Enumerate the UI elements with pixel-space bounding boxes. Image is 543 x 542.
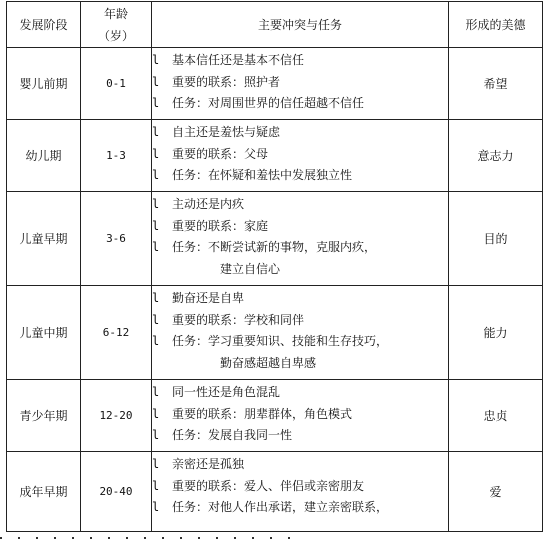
conflict-cell bbox=[152, 286, 449, 380]
stage-cell: 儿童早期 bbox=[7, 192, 81, 286]
bullet-marker: l bbox=[152, 385, 160, 399]
conflict-bullet-line bbox=[152, 454, 448, 476]
erikson-stages-table bbox=[6, 1, 543, 532]
bullet-marker: l bbox=[152, 457, 160, 471]
conflict-line-text: 建立自信心 bbox=[220, 261, 281, 276]
bullet-marker: l bbox=[152, 291, 160, 305]
header-age-line1: 年龄 bbox=[103, 6, 128, 21]
page-bottom-dots bbox=[0, 537, 290, 539]
conflict-line-text: 亲密还是孤独 bbox=[172, 457, 245, 471]
bullet-marker: l bbox=[152, 96, 160, 110]
header-virtue: 形成的美德 bbox=[449, 2, 543, 48]
conflict-bullet-line bbox=[152, 331, 448, 353]
conflict-bullet-line bbox=[152, 288, 448, 310]
conflict-continuation-line bbox=[152, 353, 448, 375]
age-cell: 6-12 bbox=[81, 286, 152, 380]
conflict-line-text: 勤奋感超越自卑感 bbox=[220, 355, 317, 370]
conflict-bullet-line bbox=[152, 237, 448, 259]
bullet-marker: l bbox=[152, 125, 160, 139]
conflict-bullet-line bbox=[152, 382, 448, 404]
bullet-marker: l bbox=[152, 334, 160, 348]
header-age-line2: （岁） bbox=[97, 28, 134, 43]
conflict-line-text: 主动还是内疚 bbox=[172, 197, 245, 211]
conflict-line-text: 自主还是羞怯与疑虑 bbox=[172, 125, 281, 139]
bullet-marker: l bbox=[152, 146, 160, 161]
conflict-cell bbox=[152, 48, 449, 120]
conflict-cell bbox=[152, 380, 449, 452]
virtue-cell: 希望 bbox=[449, 48, 543, 120]
age-cell: 3-6 bbox=[81, 192, 152, 286]
virtue-cell: 爱 bbox=[449, 452, 543, 532]
header-age bbox=[81, 2, 152, 48]
header-row bbox=[7, 2, 543, 48]
virtue-cell: 能力 bbox=[449, 286, 543, 380]
conflict-cell bbox=[152, 120, 449, 192]
bullet-marker: l bbox=[152, 218, 160, 233]
conflict-bullet-line bbox=[152, 194, 448, 216]
conflict-bullet-line bbox=[152, 497, 448, 519]
conflict-line-text: 重要的联系：学校和同伴 bbox=[172, 312, 305, 327]
bullet-marker: l bbox=[152, 168, 160, 182]
conflict-line-text: 任务：学习重要知识、技能和生存技巧， bbox=[172, 334, 389, 348]
bullet-marker: l bbox=[152, 428, 160, 442]
bullet-marker: l bbox=[152, 312, 160, 327]
conflict-line-text: 任务：发展自我同一性 bbox=[172, 428, 293, 442]
conflict-line-text: 基本信任还是基本不信任 bbox=[172, 53, 305, 67]
age-cell: 20-40 bbox=[81, 452, 152, 532]
table-row bbox=[7, 452, 543, 532]
conflict-line-text: 任务：对周围世界的信任超越不信任 bbox=[172, 96, 365, 110]
bullet-marker: l bbox=[152, 53, 160, 67]
stage-cell: 成年早期 bbox=[7, 452, 81, 532]
bullet-marker: l bbox=[152, 240, 160, 254]
conflict-continuation-line bbox=[152, 259, 448, 281]
conflict-line-text: 同一性还是角色混乱 bbox=[172, 385, 281, 399]
conflict-bullet-line bbox=[152, 404, 448, 426]
conflict-line-text: 重要的联系：爱人、伴侣或亲密朋友 bbox=[172, 478, 365, 493]
conflict-cell bbox=[152, 452, 449, 532]
virtue-cell: 目的 bbox=[449, 192, 543, 286]
conflict-line-text: 重要的联系：朋辈群体，角色模式 bbox=[172, 406, 353, 421]
bullet-marker: l bbox=[152, 197, 160, 211]
conflict-bullet-line bbox=[152, 425, 448, 447]
bullet-marker: l bbox=[152, 74, 160, 89]
conflict-line-text: 勤奋还是自卑 bbox=[172, 291, 245, 305]
conflict-line-text: 重要的联系：父母 bbox=[172, 146, 269, 161]
table-row bbox=[7, 192, 543, 286]
table-row bbox=[7, 120, 543, 192]
conflict-line-text: 任务：在怀疑和羞怯中发展独立性 bbox=[172, 168, 353, 182]
conflict-bullet-line bbox=[152, 165, 448, 187]
age-cell: 0-1 bbox=[81, 48, 152, 120]
virtue-cell: 忠贞 bbox=[449, 380, 543, 452]
conflict-line-text: 任务：对他人作出承诺，建立亲密联系， bbox=[172, 500, 389, 514]
conflict-bullet-line bbox=[152, 122, 448, 144]
conflict-bullet-line bbox=[152, 72, 448, 94]
conflict-bullet-line bbox=[152, 93, 448, 115]
conflict-bullet-line bbox=[152, 216, 448, 238]
bullet-marker: l bbox=[152, 500, 160, 514]
virtue-cell: 意志力 bbox=[449, 120, 543, 192]
conflict-bullet-line bbox=[152, 50, 448, 72]
table-row bbox=[7, 380, 543, 452]
conflict-line-text: 重要的联系：家庭 bbox=[172, 218, 269, 233]
conflict-bullet-line bbox=[152, 310, 448, 332]
bullet-marker: l bbox=[152, 406, 160, 421]
conflict-line-text: 任务：不断尝试新的事物，克服内疚， bbox=[172, 240, 377, 254]
stage-cell: 婴儿前期 bbox=[7, 48, 81, 120]
conflict-bullet-line bbox=[152, 476, 448, 498]
age-cell: 1-3 bbox=[81, 120, 152, 192]
stage-cell: 青少年期 bbox=[7, 380, 81, 452]
bullet-marker: l bbox=[152, 478, 160, 493]
stage-cell: 幼儿期 bbox=[7, 120, 81, 192]
header-conflict: 主要冲突与任务 bbox=[152, 2, 449, 48]
table-row bbox=[7, 286, 543, 380]
age-cell: 12-20 bbox=[81, 380, 152, 452]
conflict-line-text: 重要的联系：照护者 bbox=[172, 74, 281, 89]
conflict-bullet-line bbox=[152, 144, 448, 166]
stage-cell: 儿童中期 bbox=[7, 286, 81, 380]
table-row bbox=[7, 48, 543, 120]
header-stage: 发展阶段 bbox=[7, 2, 81, 48]
conflict-cell bbox=[152, 192, 449, 286]
